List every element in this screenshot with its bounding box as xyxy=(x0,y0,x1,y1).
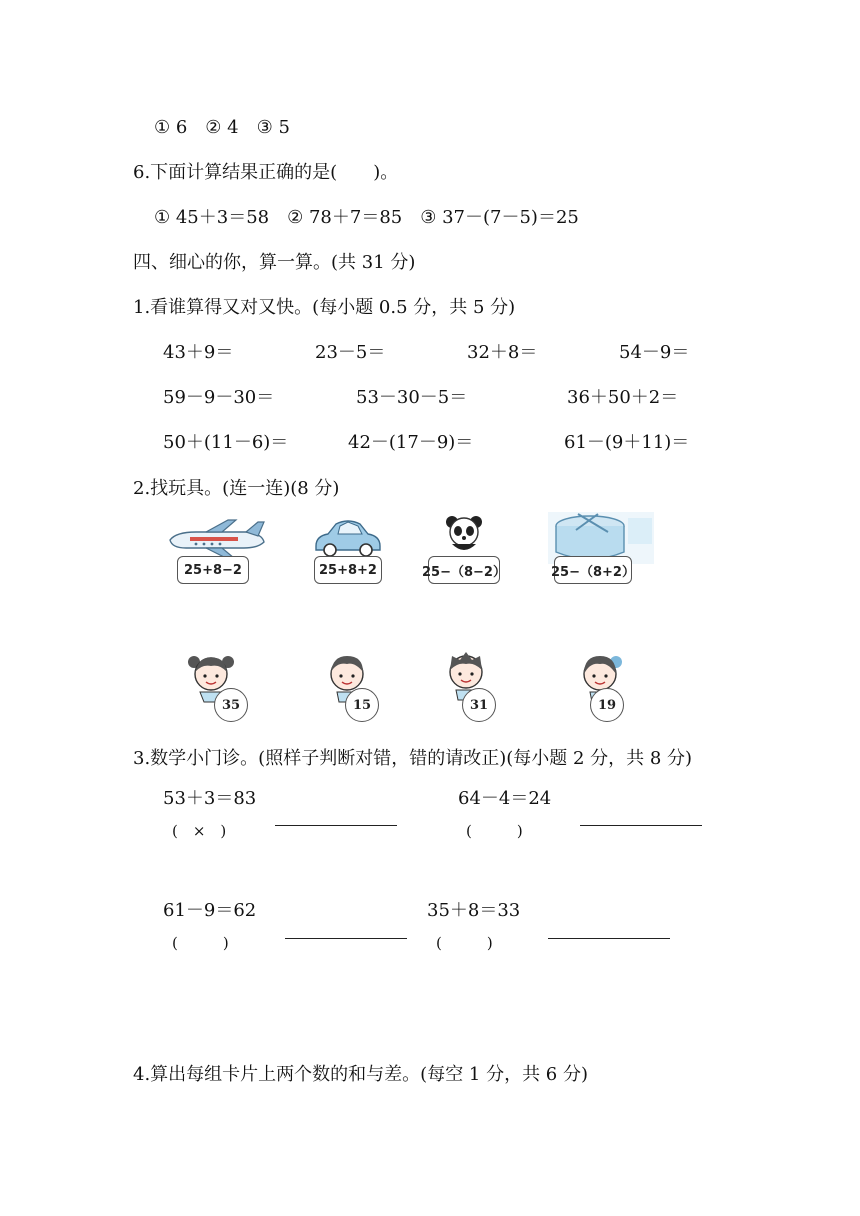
p3-item-1-expr: 53＋3＝83 xyxy=(163,788,257,809)
answer-line[interactable] xyxy=(580,825,702,826)
p1-r1-c2: 23－5＝ xyxy=(315,342,386,363)
p1-r2-c3: 36＋50＋2＝ xyxy=(567,387,679,408)
p1-r3-c2: 42－(17－9)＝ xyxy=(348,432,474,453)
panda-icon xyxy=(444,514,484,556)
answer-line[interactable] xyxy=(548,938,670,939)
p3-item-1-mark: ( × ) xyxy=(172,822,227,840)
p3-item-3-mark[interactable]: ( ) xyxy=(172,934,229,952)
q6-options: ① 45＋3＝58 ② 78＋7＝85 ③ 37－(7－5)＝25 xyxy=(154,207,579,228)
p3-item-2-expr: 64－4＝24 xyxy=(458,788,552,809)
car-icon xyxy=(312,516,384,558)
kid-number-bubble[interactable]: 31 xyxy=(462,688,496,722)
kid-number-bubble[interactable]: 19 xyxy=(590,688,624,722)
p1-r3-c3: 61－(9＋11)＝ xyxy=(564,432,690,453)
section-4-title: 四、细心的你，算一算。(共 31 分) xyxy=(133,252,416,273)
p1-r1-c3: 32＋8＝ xyxy=(467,342,538,363)
toy-card-panda[interactable]: 25−（8−2） xyxy=(428,556,500,584)
p1-r3-c1: 50＋(11－6)＝ xyxy=(163,432,289,453)
p3-item-3-expr: 61－9＝62 xyxy=(163,900,257,921)
q6-stem: 6.下面计算结果正确的是( )。 xyxy=(133,162,399,183)
p1-r2-c1: 59－9－30＝ xyxy=(163,387,275,408)
p4-title: 4.算出每组卡片上两个数的和与差。(每空 1 分，共 6 分) xyxy=(133,1064,589,1085)
toy-card-airplane[interactable]: 25+8−2 xyxy=(177,556,249,584)
p3-item-4-expr: 35＋8＝33 xyxy=(427,900,521,921)
p1-title: 1.看谁算得又对又快。(每小题 0.5 分，共 5 分) xyxy=(133,297,516,318)
kid-number-bubble[interactable]: 15 xyxy=(345,688,379,722)
airplane-icon xyxy=(166,518,266,560)
q5-options: ① 6 ② 4 ③ 5 xyxy=(154,117,290,138)
p1-r1-c1: 43＋9＝ xyxy=(163,342,234,363)
toy-card-drum[interactable]: 25−（8+2） xyxy=(554,556,632,584)
p2-title: 2.找玩具。(连一连)(8 分) xyxy=(133,478,340,499)
p1-r2-c2: 53－30－5＝ xyxy=(356,387,468,408)
answer-line[interactable] xyxy=(285,938,407,939)
p3-title: 3.数学小门诊。(照样子判断对错，错的请改正)(每小题 2 分，共 8 分) xyxy=(133,748,693,769)
toy-card-car[interactable]: 25+8+2 xyxy=(314,556,382,584)
kid-number-bubble[interactable]: 35 xyxy=(214,688,248,722)
p3-item-2-mark[interactable]: ( ) xyxy=(466,822,523,840)
p3-item-4-mark[interactable]: ( ) xyxy=(436,934,493,952)
answer-line[interactable] xyxy=(275,825,397,826)
p1-r1-c4: 54－9＝ xyxy=(619,342,690,363)
